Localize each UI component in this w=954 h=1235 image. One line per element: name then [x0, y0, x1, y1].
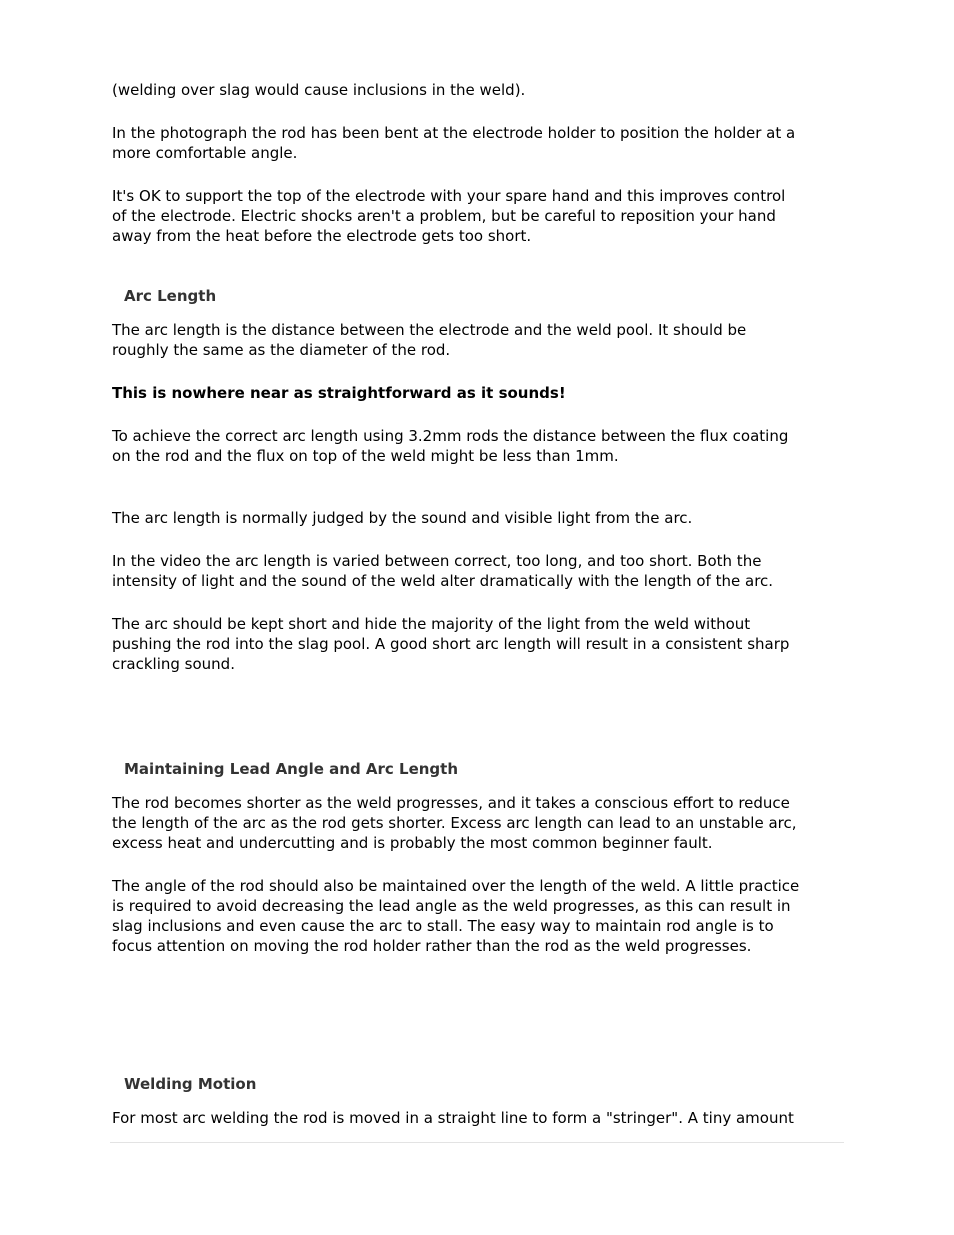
- page-divider: [110, 1142, 844, 1143]
- paragraph-stringer: For most arc welding the rod is moved in a straight line to form a "stringer". A tiny amount: [112, 1109, 794, 1127]
- paragraph-slag-inclusions: (welding over slag would cause inclusions in the weld).: [112, 81, 526, 99]
- paragraph-rod-bent: In the photograph the rod has been bent at the electrode holder to position the holder at a more comfortable angle.: [112, 124, 796, 162]
- paragraph-rod-becomes-shorter: The rod becomes shorter as the weld progresses, and it takes a conscious effort to reduce the length of the arc as the rod gets shorter. Excess arc length can lead to an unstable arc, excess heat and undercutting and is probably the most common beginner fault.: [112, 794, 797, 852]
- paragraph-rod-angle: The angle of the rod should also be maintained over the length of the weld. A little practice is required to avoid decreasing the lead angle as the weld progresses, as this can result in slag inclusions and even cause the arc to stall. The easy way to maintain rod angle is to focus attention on moving the rod holder rather than the rod as the weld progresses.: [112, 877, 800, 955]
- paragraph-not-straightforward: This is nowhere near as straightforward as it sounds!: [112, 384, 566, 402]
- paragraph-support-electrode: It's OK to support the top of the electrode with your spare hand and this improves control of the electrode. Electric shocks aren't a problem, but be careful to reposition your hand away from the heat before the electrode gets too short.: [112, 187, 786, 245]
- paragraph-judged-by-sound: The arc length is normally judged by the sound and visible light from the arc.: [112, 509, 693, 527]
- paragraph-video-arc-length: In the video the arc length is varied between correct, too long, and too short. Both the intensity of light and the sound of the weld alter dramatically with the length of the arc.: [112, 552, 774, 590]
- paragraph-keep-arc-short: The arc should be kept short and hide the majority of the light from the weld without pushing the rod into the slag pool. A good short arc length will result in a consistent sharp crackling sound.: [112, 615, 790, 673]
- document-page: [112, 80, 842, 1128]
- paragraph-arc-length-definition: The arc length is the distance between the electrode and the weld pool. It should be roughly the same as the diameter of the rod.: [112, 321, 747, 359]
- heading-arc-length: Arc Length: [124, 287, 217, 305]
- heading-welding-motion: Welding Motion: [124, 1075, 257, 1093]
- heading-maintaining-lead-angle: Maintaining Lead Angle and Arc Length: [124, 760, 459, 778]
- paragraph-correct-arc-length: To achieve the correct arc length using 3.2mm rods the distance between the flux coating on the rod and the flux on top of the weld might be less than 1mm.: [112, 427, 789, 465]
